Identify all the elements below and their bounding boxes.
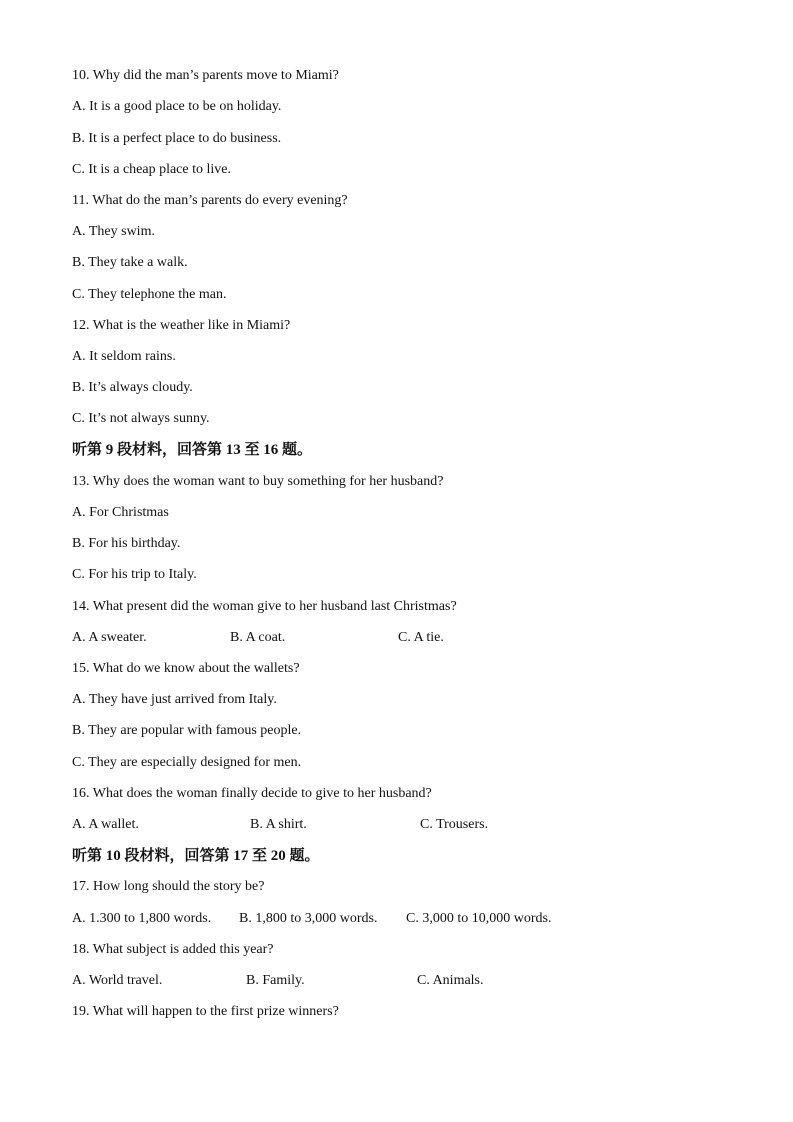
question-16: 16. What does the woman finally decide to give to her husband? bbox=[72, 786, 432, 801]
question-19: 19. What will happen to the first prize winners? bbox=[72, 1004, 339, 1019]
question-13: 13. Why does the woman want to buy something for her husband? bbox=[72, 474, 444, 489]
section-heading-10: 听第 10 段材料，回答第 17 至 20 题。 bbox=[72, 848, 320, 864]
q13-option-b: B. For his birthday. bbox=[72, 536, 181, 551]
q15-option-a: A. They have just arrived from Italy. bbox=[72, 692, 277, 707]
q16-option-b: B. A shirt. bbox=[250, 817, 307, 832]
q18-option-a: A. World travel. bbox=[72, 973, 163, 988]
q10-option-b: B. It is a perfect place to do business. bbox=[72, 131, 282, 146]
question-12: 12. What is the weather like in Miami? bbox=[72, 318, 291, 333]
q16-option-c: C. Trousers. bbox=[420, 817, 489, 832]
q14-option-a: A. A sweater. bbox=[72, 630, 147, 645]
question-10: 10. Why did the man’s parents move to Miami? bbox=[72, 68, 339, 83]
q15-option-c: C. They are especially designed for men. bbox=[72, 755, 302, 770]
q10-option-c: C. It is a cheap place to live. bbox=[72, 162, 231, 177]
question-15: 15. What do we know about the wallets? bbox=[72, 661, 300, 676]
question-18: 18. What subject is added this year? bbox=[72, 942, 274, 957]
q16-option-a: A. A wallet. bbox=[72, 817, 139, 832]
q17-option-a: A. 1.300 to 1,800 words. bbox=[72, 911, 212, 926]
q12-option-a: A. It seldom rains. bbox=[72, 349, 176, 364]
question-11: 11. What do the man’s parents do every evening? bbox=[72, 193, 348, 208]
q17-option-c: C. 3,000 to 10,000 words. bbox=[406, 911, 552, 926]
q11-option-b: B. They take a walk. bbox=[72, 255, 188, 270]
question-14: 14. What present did the woman give to her husband last Christmas? bbox=[72, 599, 457, 614]
q12-option-b: B. It’s always cloudy. bbox=[72, 380, 193, 395]
q11-option-a: A. They swim. bbox=[72, 224, 155, 239]
q18-option-c: C. Animals. bbox=[417, 973, 484, 988]
q13-option-a: A. For Christmas bbox=[72, 505, 169, 520]
q14-option-c: C. A tie. bbox=[398, 630, 444, 645]
q15-option-b: B. They are popular with famous people. bbox=[72, 723, 302, 738]
q13-option-c: C. For his trip to Italy. bbox=[72, 567, 197, 582]
q14-option-b: B. A coat. bbox=[230, 630, 286, 645]
q18-option-b: B. Family. bbox=[246, 973, 305, 988]
q17-option-b: B. 1,800 to 3,000 words. bbox=[239, 911, 378, 926]
q10-option-a: A. It is a good place to be on holiday. bbox=[72, 99, 282, 114]
q11-option-c: C. They telephone the man. bbox=[72, 287, 227, 302]
q12-option-c: C. It’s not always sunny. bbox=[72, 411, 210, 426]
section-heading-9: 听第 9 段材料，回答第 13 至 16 题。 bbox=[72, 442, 313, 458]
question-17: 17. How long should the story be? bbox=[72, 879, 265, 894]
